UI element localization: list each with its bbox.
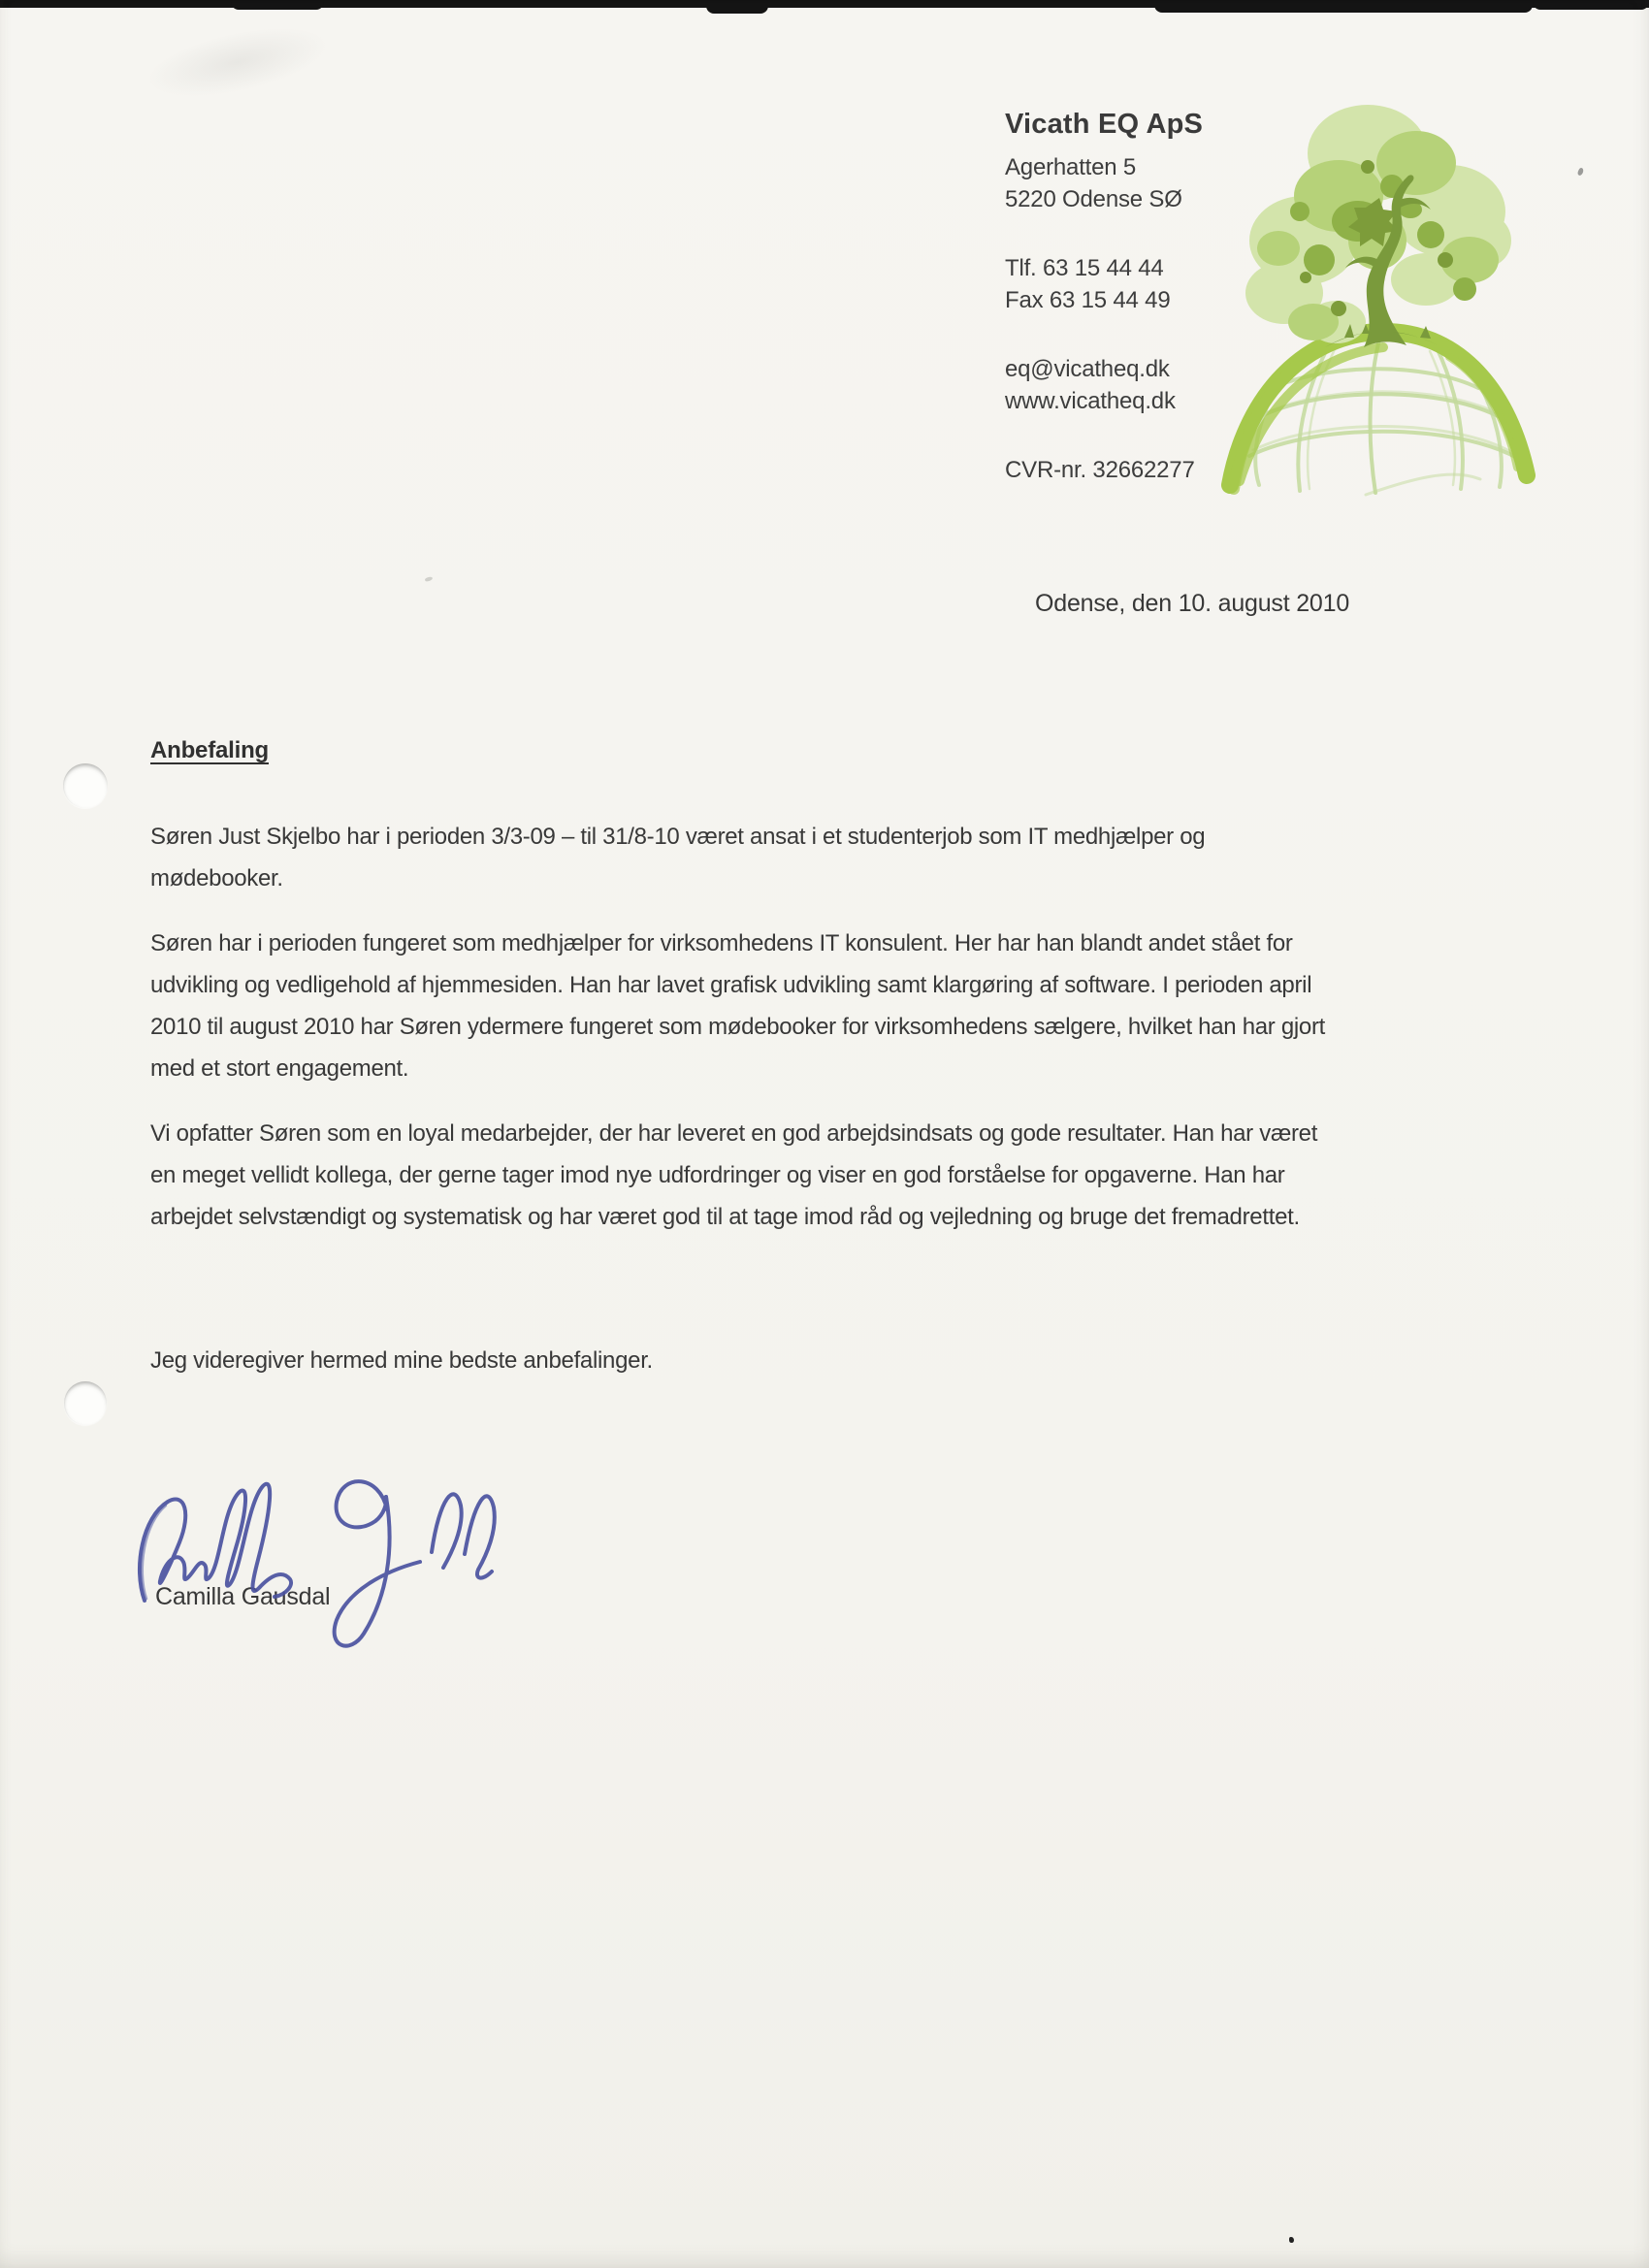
website-text: www.vicatheq.dk [1005,388,1176,414]
signer-name: Camilla Gausdal [155,1583,331,1610]
cvr-line: CVR-nr. 32662277 [1005,457,1195,483]
scan-speck [1577,167,1585,176]
address-line: Agerhatten 5 [1005,154,1137,180]
scan-speck [425,576,434,582]
paragraph-evaluation: Vi opfatter Søren som en loyal medarbejder, der har leveret en god arbejdsindsats og gode resultater. Han har været en meget vellidt kollega, der gerne tager imod nye udfordringer og viser en god forståelse for opgaverne. Han har arbejdet selvstændigt og systematisk og har været god til at tage imod råd og vejledning og bruge det fremadrettet. [150,1120,1318,1230]
punch-hole-top [63,763,108,808]
scan-smudge [142,15,334,110]
email-text: eq@vicatheq.dk [1005,356,1170,382]
signature-handwriting [129,1453,536,1652]
letter-heading: Anbefaling [150,737,269,763]
fax-line: Fax 63 15 44 49 [1005,287,1171,313]
scan-speck [1289,2237,1294,2243]
punch-hole-bottom [64,1381,107,1425]
paragraph-closing: Jeg videregiver hermed mine bedste anbefalinger. [150,1347,653,1374]
company-name: Vicath EQ ApS [1005,109,1204,140]
letter-body [150,729,1329,1405]
scanner-edge-strip [0,0,1649,8]
date-line: Odense, den 10. august 2010 [1035,590,1350,617]
address-line: 5220 Odense SØ [1005,186,1182,212]
phone-line: Tlf. 63 15 44 44 [1005,255,1164,281]
tree-globe-logo [1220,93,1544,501]
paragraph-employment-period: Søren Just Skjelbo har i perioden 3/3-09 – til 31/8-10 været ansat i et studenterjob som IT medhjælper og mødebooker. [150,824,1206,891]
paragraph-duties: Søren har i perioden fungeret som medhjælper for virksomhedens IT konsulent. Her har han blandt andet stået for udvikling og vedligehold af hjemmesiden. Han har lavet grafisk udvikling samt klargøring af software. I perioden april 2010 til august 2010 har Søren ydermere fungeret som mødebooker for virksomhedens sælgere, hvilket han har gjort med et stort engagement. [150,930,1326,1082]
